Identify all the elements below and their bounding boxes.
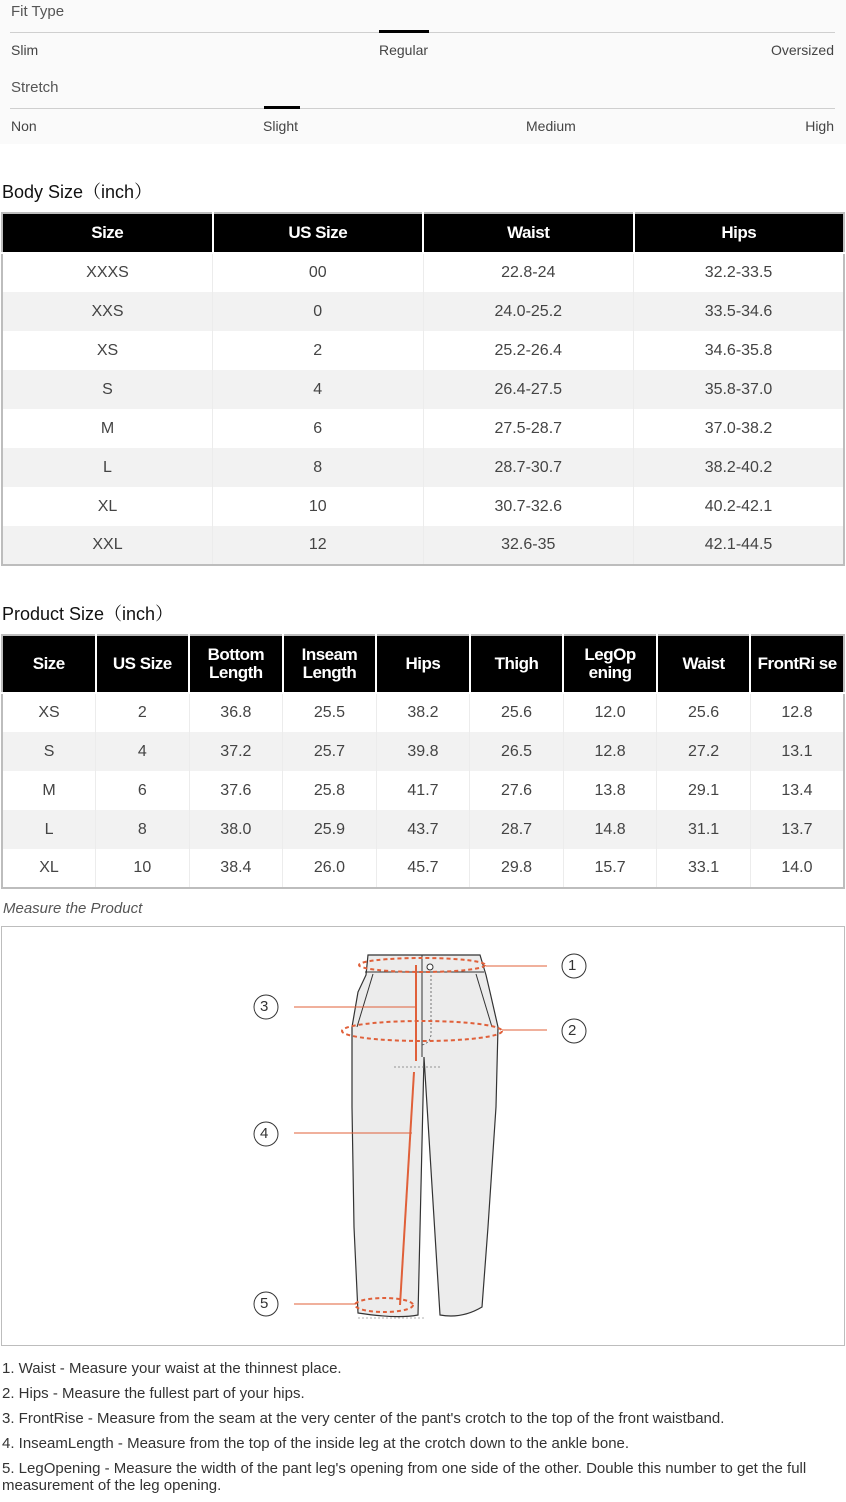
cell: 25.2-26.4: [423, 331, 634, 370]
table-row: [2, 487, 844, 526]
cell: 25.5: [283, 693, 377, 732]
cell: 26.0: [283, 849, 377, 888]
cell: 12.8: [563, 732, 657, 771]
cell: S: [2, 370, 213, 409]
cell: 38.4: [189, 849, 283, 888]
cell: 34.6-35.8: [704, 341, 773, 359]
stretch-label-high: High: [805, 118, 834, 134]
cell: S: [2, 732, 96, 771]
note-front-rise: 3. FrontRise - Measure from the seam at the very center of the pant's crotch to the top of the front waistband.: [2, 1410, 725, 1427]
callout-5: 5: [260, 1295, 269, 1312]
cell: 26.4-27.5: [423, 370, 634, 409]
table-row: [2, 448, 844, 487]
cell: 0: [213, 292, 424, 331]
stretch-label-medium: Medium: [526, 118, 576, 134]
table-header-row: [2, 635, 844, 693]
cell: L: [2, 448, 213, 487]
cell: XS: [2, 693, 96, 732]
body-size-title: Body Size（inch）: [2, 182, 153, 202]
cell: 35.8-37.0: [634, 370, 845, 409]
cell: 4: [213, 370, 424, 409]
cell: 13.8: [563, 771, 657, 810]
product-size-table: [1, 634, 845, 889]
col-bottom-length: Bottom Length: [189, 635, 283, 693]
note-waist: 1. Waist - Measure your waist at the thinnest place.: [2, 1360, 342, 1377]
pants-diagram: [1, 926, 845, 1346]
cell: 2: [213, 331, 424, 370]
stretch-label-slight: Slight: [263, 118, 299, 134]
product-size-title: Product Size（inch）: [2, 604, 174, 624]
cell: XS: [2, 331, 213, 370]
cell: 38.2: [376, 693, 470, 732]
col-hips: Hips: [634, 213, 845, 253]
fit-type-marker: [379, 30, 429, 33]
cell: 29.8: [470, 849, 564, 888]
table-row: [2, 810, 844, 849]
cell: 27.6: [470, 771, 564, 810]
cell: 4: [96, 732, 190, 771]
cell: 13.4: [781, 781, 813, 799]
cell: 8: [96, 810, 190, 849]
table-row: [2, 292, 844, 331]
cell: 37.6: [189, 771, 283, 810]
callout-4: 4: [260, 1125, 269, 1142]
col-hips: Hips: [376, 635, 470, 693]
pants-illustration: [2, 927, 844, 1345]
col-waist: Waist: [423, 213, 634, 253]
table-row: [2, 370, 844, 409]
table-row: [2, 409, 844, 448]
col-us-size: US Size: [213, 213, 424, 253]
cell: 45.7: [376, 849, 470, 888]
cell: M: [2, 409, 213, 448]
stretch-marker: [264, 106, 300, 109]
cell: 24.0-25.2: [423, 292, 634, 331]
callout-1: 1: [568, 957, 577, 974]
cell: 25.9: [283, 810, 377, 849]
cell: 31.1: [657, 810, 751, 849]
cell: 26.5: [470, 732, 564, 771]
callout-2: 2: [568, 1022, 577, 1039]
cell: 37.0-38.2: [704, 419, 773, 437]
body-size-table: [1, 212, 845, 566]
cell: 28.7-30.7: [423, 448, 634, 487]
note-hips: 2. Hips - Measure the fullest part of your hips.: [2, 1385, 305, 1402]
cell: 37.2: [189, 732, 283, 771]
measure-caption: Measure the Product: [3, 900, 143, 917]
table-row: [2, 526, 844, 565]
col-us-size: US Size: [96, 635, 190, 693]
cell: 39.8: [376, 732, 470, 771]
cell: 6: [213, 409, 424, 448]
note-leg-opening: 5. LegOpening - Measure the width of the pant leg's opening from one side of the other. Double this number to get the full measurement of the leg opening.: [2, 1460, 807, 1494]
cell: 28.7: [470, 810, 564, 849]
cell: 40.2-42.1: [704, 497, 773, 515]
cell: 2: [96, 693, 190, 732]
cell: 22.8-24: [423, 253, 634, 292]
stretch-title: Stretch: [11, 79, 59, 96]
cell: 27.2: [657, 732, 751, 771]
cell: L: [2, 810, 96, 849]
cell: 12.0: [563, 693, 657, 732]
cell: 6: [96, 771, 190, 810]
cell: XXXS: [2, 253, 213, 292]
cell: XXL: [2, 526, 213, 565]
cell: 14.8: [563, 810, 657, 849]
cell: XL: [2, 849, 96, 888]
cell: 36.8: [189, 693, 283, 732]
cell: 12.8: [781, 704, 813, 721]
table-row: [2, 253, 844, 292]
fit-label-regular: Regular: [379, 42, 429, 58]
fit-type-title: Fit Type: [11, 3, 65, 20]
stretch-label-non: Non: [11, 118, 37, 134]
cell: 41.7: [376, 771, 470, 810]
cell: 10: [213, 487, 424, 526]
cell: 42.1-44.5: [634, 526, 845, 565]
cell: 33.1: [657, 849, 751, 888]
measurement-notes: [2, 1360, 842, 1502]
cell: XXS: [2, 292, 213, 331]
col-size: Size: [2, 635, 96, 693]
cell: 27.5-28.7: [423, 409, 634, 448]
cell: 13.7: [750, 810, 844, 849]
cell: XL: [2, 487, 213, 526]
cell: 38.2-40.2: [634, 448, 845, 487]
cell: 13.1: [750, 732, 844, 771]
cell: 8: [213, 448, 424, 487]
cell: 10: [96, 849, 190, 888]
table-header-row: [2, 213, 844, 253]
col-thigh: Thigh: [470, 635, 564, 693]
cell: 25.6: [657, 693, 751, 732]
table-row: [2, 849, 844, 888]
cell: 00: [213, 253, 424, 292]
cell: 32.2-33.5: [704, 264, 773, 281]
fit-label-slim: Slim: [11, 42, 39, 58]
table-row: [2, 732, 844, 771]
col-front-rise: FrontRi se: [750, 635, 844, 693]
cell: 38.0: [189, 810, 283, 849]
col-leg-opening: LegOp ening: [563, 635, 657, 693]
stretch-scale: [10, 108, 835, 109]
cell: 15.7: [563, 849, 657, 888]
fit-stretch-panel: [0, 0, 846, 144]
cell: 25.7: [283, 732, 377, 771]
cell: 25.6: [470, 693, 564, 732]
table-row: [2, 771, 844, 810]
fit-label-oversized: Oversized: [770, 42, 834, 58]
note-inseam-length: 4. InseamLength - Measure from the top of the inside leg at the crotch down to the ankle bone.: [2, 1435, 630, 1452]
col-inseam-length: Inseam Length: [283, 635, 377, 693]
col-waist: Waist: [657, 635, 751, 693]
cell: 14.0: [781, 859, 813, 876]
table-row: [2, 693, 844, 732]
cell: 32.6-35: [423, 526, 634, 565]
cell: 12: [213, 526, 424, 565]
cell: M: [2, 771, 96, 810]
cell: 25.8: [283, 771, 377, 810]
cell: 30.7-32.6: [423, 487, 634, 526]
cell: 33.5-34.6: [634, 292, 845, 331]
cell: 43.7: [376, 810, 470, 849]
callout-3: 3: [260, 998, 269, 1015]
table-row: [2, 331, 844, 370]
col-size: Size: [2, 213, 213, 253]
cell: 29.1: [657, 771, 751, 810]
